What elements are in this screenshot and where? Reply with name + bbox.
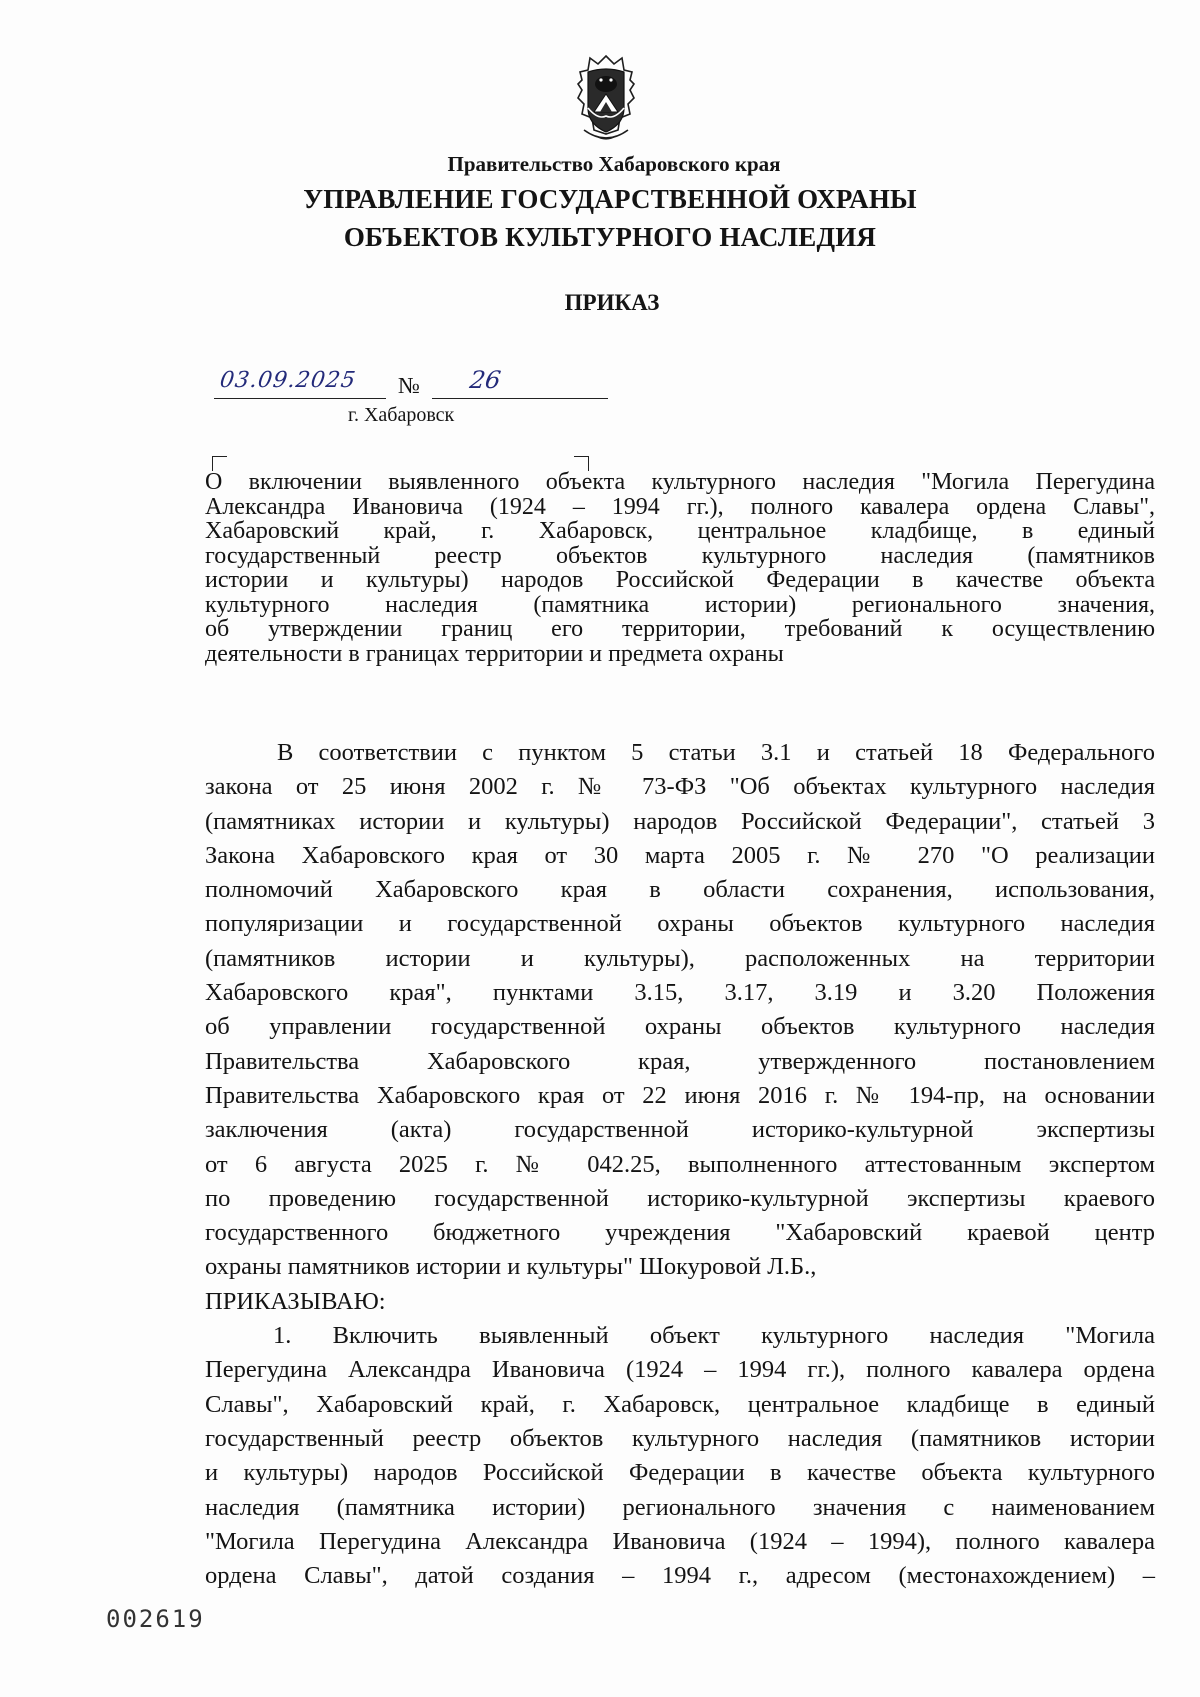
title-line: деятельности в границах территории и предмета охраны bbox=[205, 640, 784, 667]
document-type: ПРИКАЗ bbox=[564, 290, 660, 315]
government-name: Правительство Хабаровского края bbox=[447, 152, 781, 176]
title-line: Александра Ивановича (1924 – 1994 гг.), полного кавалера ордена Славы", bbox=[205, 493, 1155, 520]
item-line: и культуры) народов Российской Федерации в качестве объекта культурного bbox=[205, 1459, 1155, 1487]
number-underline bbox=[432, 398, 608, 399]
title-line: истории и культуры) народов Российской Федерации в качестве объекта bbox=[205, 567, 1155, 593]
title-line: культурного наследия (памятника истории) регионального значения, bbox=[205, 591, 1155, 618]
preamble-line: полномочий Хабаровского края в области сохранения, использования, bbox=[205, 876, 1155, 904]
title-line: О включении выявленного объекта культурного наследия "Могила Перегудина bbox=[205, 469, 1155, 495]
preamble-line: Хабаровского края", пунктами 3.15, 3.17, 3.19 и 3.20 Положения bbox=[205, 979, 1155, 1007]
preamble-line: (памятников истории и культуры), расположенных на территории bbox=[205, 944, 1155, 972]
title-line: Хабаровский край, г. Хабаровск, центральное кладбище, в единый bbox=[205, 518, 1155, 544]
preamble-line: (памятниках истории и культуры) народов Российской Федерации", статьей 3 bbox=[205, 807, 1155, 835]
coat-of-arms-icon bbox=[574, 50, 638, 150]
title-line: государственный реестр объектов культурного наследия (памятников bbox=[205, 542, 1155, 569]
order-word: ПРИКАЗЫВАЮ: bbox=[205, 1287, 386, 1315]
department-name-line1: УПРАВЛЕНИЕ ГОСУДАРСТВЕННОЙ ОХРАНЫ bbox=[303, 184, 917, 214]
preamble-line: об управлении государственной охраны объектов культурного наследия bbox=[205, 1013, 1155, 1041]
item-line: государственный реестр объектов культурного наследия (памятников истории bbox=[205, 1424, 1155, 1452]
preamble-line: популяризации и государственной охраны объектов культурного наследия bbox=[205, 910, 1155, 938]
item-line: наследия (памятника истории) регионального значения с наименованием bbox=[205, 1493, 1155, 1521]
preamble-line: заключения (акта) государственной историко-культурной экспертизы bbox=[205, 1116, 1155, 1144]
item-line: Славы", Хабаровский край, г. Хабаровск, центральное кладбище в единый bbox=[205, 1390, 1155, 1418]
order-title bbox=[205, 470, 1155, 666]
item-line: ордена Славы", датой создания – 1994 г., адресом (местонахождением) – bbox=[205, 1562, 1155, 1590]
number-sign: № bbox=[398, 373, 420, 398]
preamble-line: охраны памятников истории и культуры" Шокуровой Л.Б., bbox=[205, 1253, 817, 1281]
preamble-line: закона от 25 июня 2002 г. № 73-ФЗ "Об объектах культурного наследия bbox=[205, 773, 1155, 801]
date-underline bbox=[214, 398, 386, 399]
preamble-line: по проведению государственной историко-культурной экспертизы краевого bbox=[205, 1184, 1155, 1212]
order-date: 03.09.2025 bbox=[218, 368, 358, 393]
order-body bbox=[205, 736, 1155, 1593]
preamble-line: В соответствии с пунктом 5 статьи 3.1 и статьей 18 Федерального bbox=[277, 739, 1155, 766]
preamble-line: от 6 августа 2025 г. № 042.25, выполненного аттестованным экспертом bbox=[205, 1150, 1155, 1178]
preamble-line: Правительства Хабаровского края, утвержденного постановлением bbox=[205, 1047, 1155, 1075]
preamble-line: государственного бюджетного учреждения "Хабаровский краевой центр bbox=[205, 1219, 1155, 1247]
item-line: Перегудина Александра Ивановича (1924 – 1994 гг.), полного кавалера ордена bbox=[205, 1356, 1155, 1384]
city: г. Хабаровск bbox=[348, 404, 455, 426]
department-name-line2: ОБЪЕКТОВ КУЛЬТУРНОГО НАСЛЕДИЯ bbox=[343, 222, 877, 252]
title-line: об утверждении границ его территории, требований к осуществлению bbox=[205, 616, 1155, 642]
order-number: 26 bbox=[468, 366, 503, 394]
item-line: "Могила Перегудина Александра Ивановича (1924 – 1994), полного кавалера bbox=[205, 1527, 1155, 1555]
preamble-line: Правительства Хабаровского края от 22 июня 2016 г. № 194-пр, на основании bbox=[205, 1081, 1155, 1109]
serial-number: 002619 bbox=[106, 1605, 205, 1633]
item-line: 1. Включить выявленный объект культурного наследия "Могила bbox=[273, 1322, 1155, 1350]
preamble-line: Закона Хабаровского края от 30 марта 2005 г. № 270 "О реализации bbox=[205, 841, 1155, 869]
